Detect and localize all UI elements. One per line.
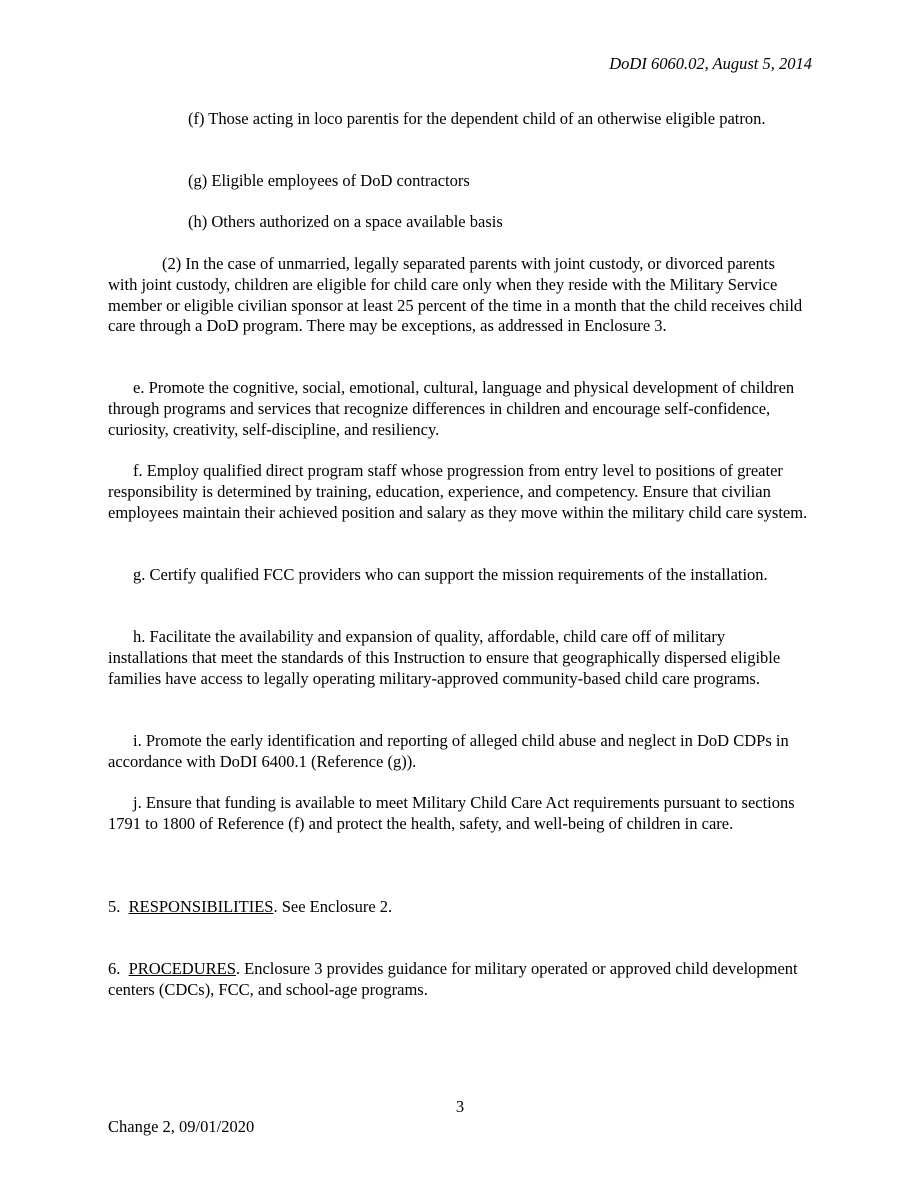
- section-text: . See Enclosure 2.: [273, 897, 393, 916]
- page-number: 3: [455, 1097, 465, 1116]
- paragraph-e-development: e. Promote the cognitive, social, emotional, cultural, language and physical development of children through programs and services that recognize differences in children and encourage self-confidence, curiosity, creativity, self-discipline, and resiliency.: [108, 378, 795, 439]
- section-text: . Enclosure 3 provides guidance for military operated or approved child development centers (CDCs), FCC, and school-age programs.: [108, 959, 798, 999]
- paragraph-h-child-care-off-installation: h. Facilitate the availability and expansion of quality, affordable, child care off of military installations that meet the standards of this Instruction to ensure that geographically dispersed eligible families have access to legally operating military-approved community-based child care programs.: [108, 627, 781, 688]
- section-title: RESPONSIBILITIES: [128, 897, 274, 916]
- paragraph-j-funding: j. Ensure that funding is available to meet Military Child Care Act requirements pursuant to sections 1791 to 1800 of Reference (f) and protect the health, safety, and well-being of children in care.: [108, 793, 795, 833]
- paragraph-g-contractors: (g) Eligible employees of DoD contractors: [188, 171, 470, 190]
- paragraph-2-joint-custody: (2) In the case of unmarried, legally separated parents with joint custody, or divorced parents with joint custody, children are eligible for child care only when they reside with the Military Service member or eligible civilian sponsor at least 25 percent of the time in a month that the child receives child care through a DoD program. There may be exceptions, as addressed in Enclosure 3.: [108, 254, 803, 336]
- section-5-responsibilities: [108, 897, 808, 918]
- paragraph-i-child-abuse: i. Promote the early identification and reporting of alleged child abuse and neglect in DoD CDPs in accordance with DoDI 6400.1 (Reference (g)).: [108, 731, 789, 771]
- paragraph-h-space-available: (h) Others authorized on a space available basis: [188, 212, 503, 231]
- section-number: 6.: [108, 959, 121, 978]
- paragraph-g-fcc-providers: g. Certify qualified FCC providers who can support the mission requirements of the installation.: [133, 565, 768, 584]
- section-title: PROCEDURES: [128, 959, 236, 978]
- paragraph-f-loco-parentis: (f) Those acting in loco parentis for the dependent child of an otherwise eligible patron.: [188, 109, 766, 128]
- document-header: DoDI 6060.02, August 5, 2014: [609, 54, 812, 73]
- change-note: Change 2, 09/01/2020: [108, 1117, 255, 1136]
- section-number: 5.: [108, 897, 121, 916]
- paragraph-f-staff: f. Employ qualified direct program staff whose progression from entry level to positions of greater responsibility is determined by training, education, experience, and competency. Ensure that civilian employees maintain their achieved position and salary as they move within the military child care system.: [108, 461, 808, 522]
- section-6-procedures: [108, 959, 808, 1001]
